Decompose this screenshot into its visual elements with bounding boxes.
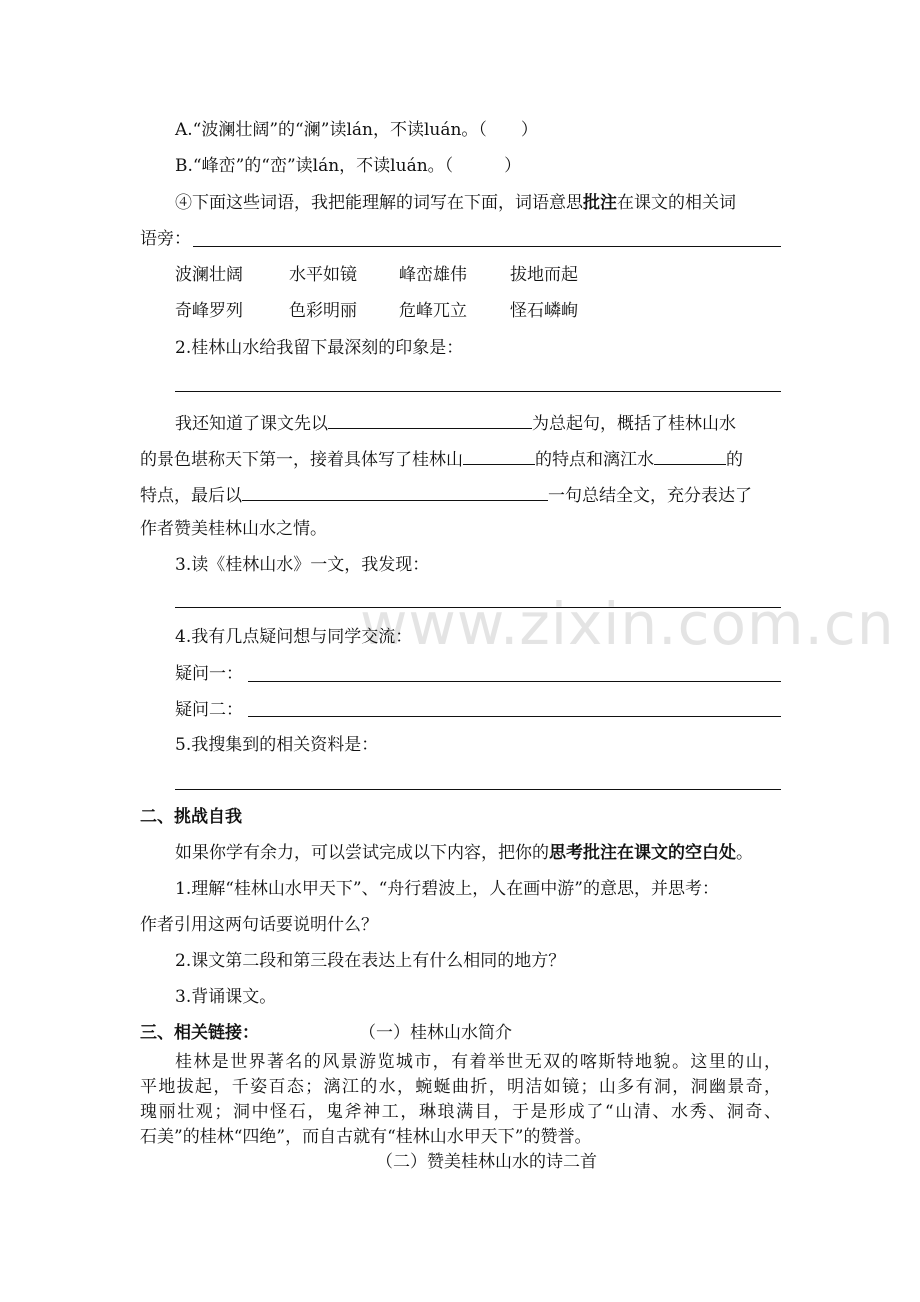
intro-para-line: 桂林是世界著名的风景游览城市，有着举世无双的喀斯特地貌。这里的山，: [175, 1052, 781, 1072]
question-4-line1: [175, 192, 736, 214]
challenge-item-2: 2.课文第二段和第三段在表达上有什么相同的地方？: [175, 951, 566, 971]
para-text: 为总起句，概括了桂林山水: [532, 414, 736, 434]
option-b: B.“峰峦”的“峦”读lán，不读luán。（ ）: [175, 156, 522, 176]
word-4: 拔地而起: [510, 265, 578, 285]
question-2: 2.桂林山水给我留下最深刻的印象是：: [175, 338, 464, 358]
para-line-3: [140, 482, 752, 507]
subheading-2: （二）赞美桂林山水的诗二首: [376, 1152, 597, 1172]
section-2-intro: [175, 842, 753, 864]
q4-text-bold: 批注: [583, 193, 617, 213]
answer-line[interactable]: [193, 246, 781, 247]
option-a: A.“波澜壮阔”的“澜”读lán，不读luán。（ ）: [175, 120, 538, 140]
fill-blank[interactable]: [328, 410, 532, 429]
fill-blank[interactable]: [463, 446, 535, 465]
challenge-item-1-cont: 作者引用这两句话要说明什么？: [140, 915, 378, 935]
para-line-2: [140, 446, 743, 471]
intro-para-line: 瑰丽壮观；洞中怪石，鬼斧神工，琳琅满目，于是形成了“山清、水秀、洞奇、: [140, 1102, 781, 1122]
para-line-4: 作者赞美桂林山水之情。: [140, 519, 327, 539]
question-3: 3.读《桂林山水》一文，我发现：: [175, 555, 430, 575]
watermark: www.zixin.com.cn: [360, 590, 895, 658]
fill-blank[interactable]: [242, 482, 548, 501]
intro-text: 。: [736, 843, 753, 863]
section-3-heading: 三、相关链接：: [140, 1023, 259, 1043]
question-4-line2: 语旁：: [140, 229, 191, 249]
word-2: 水平如镜: [289, 265, 357, 285]
para-line-1: [175, 410, 736, 435]
para-text: 的特点和漓江水: [535, 450, 654, 470]
word-1: 波澜壮阔: [175, 265, 243, 285]
answer-line[interactable]: [175, 391, 781, 392]
fill-blank[interactable]: [654, 446, 726, 465]
answer-line[interactable]: [175, 607, 781, 608]
intro-para-line: 平地拔起，千姿百态；漓江的水，蜿蜒曲折，明洁如镜；山多有洞，洞幽景奇，: [140, 1077, 781, 1097]
para-text: 的: [726, 450, 743, 470]
word-3: 峰峦雄伟: [399, 265, 467, 285]
subheading-1: （一）桂林山水简介: [359, 1023, 512, 1043]
section-2-heading: 二、挑战自我: [140, 807, 242, 827]
para-text: 我还知道了课文先以: [175, 414, 328, 434]
intro-para-line: 石美”的桂林“四绝”，而自古就有“桂林山水甲天下”的赞誉。: [140, 1127, 592, 1147]
question-4b: 4.我有几点疑问想与同学交流：: [175, 627, 413, 647]
question-5: 5.我搜集到的相关资料是：: [175, 735, 379, 755]
answer-line[interactable]: [175, 789, 781, 790]
para-text: 一句总结全文，充分表达了: [548, 486, 752, 506]
q4-text-pre: ④下面这些词语，我把能理解的词写在下面，词语意思: [175, 193, 583, 213]
intro-text: 如果你学有余力，可以尝试完成以下内容，把你的: [175, 843, 549, 863]
para-text: 特点，最后以: [140, 486, 242, 506]
word-7: 危峰兀立: [399, 301, 467, 321]
word-8: 怪石嶙峋: [510, 301, 578, 321]
challenge-item-3: 3.背诵课文。: [175, 987, 277, 1007]
word-6: 色彩明丽: [289, 301, 357, 321]
challenge-item-1: 1.理解“桂林山水甲天下”、“舟行碧波上，人在画中游”的意思，并思考：: [175, 879, 719, 899]
answer-line[interactable]: [248, 681, 781, 682]
doubt-1-label: 疑问一：: [175, 664, 243, 684]
intro-bold: 思考批注在课文的空白处: [549, 843, 736, 863]
doubt-2-label: 疑问二：: [175, 700, 243, 720]
word-5: 奇峰罗列: [175, 301, 243, 321]
para-text: 的景色堪称天下第一，接着具体写了桂林山: [140, 450, 463, 470]
q4-text-post: 在课文的相关词: [617, 193, 736, 213]
answer-line[interactable]: [248, 716, 781, 717]
